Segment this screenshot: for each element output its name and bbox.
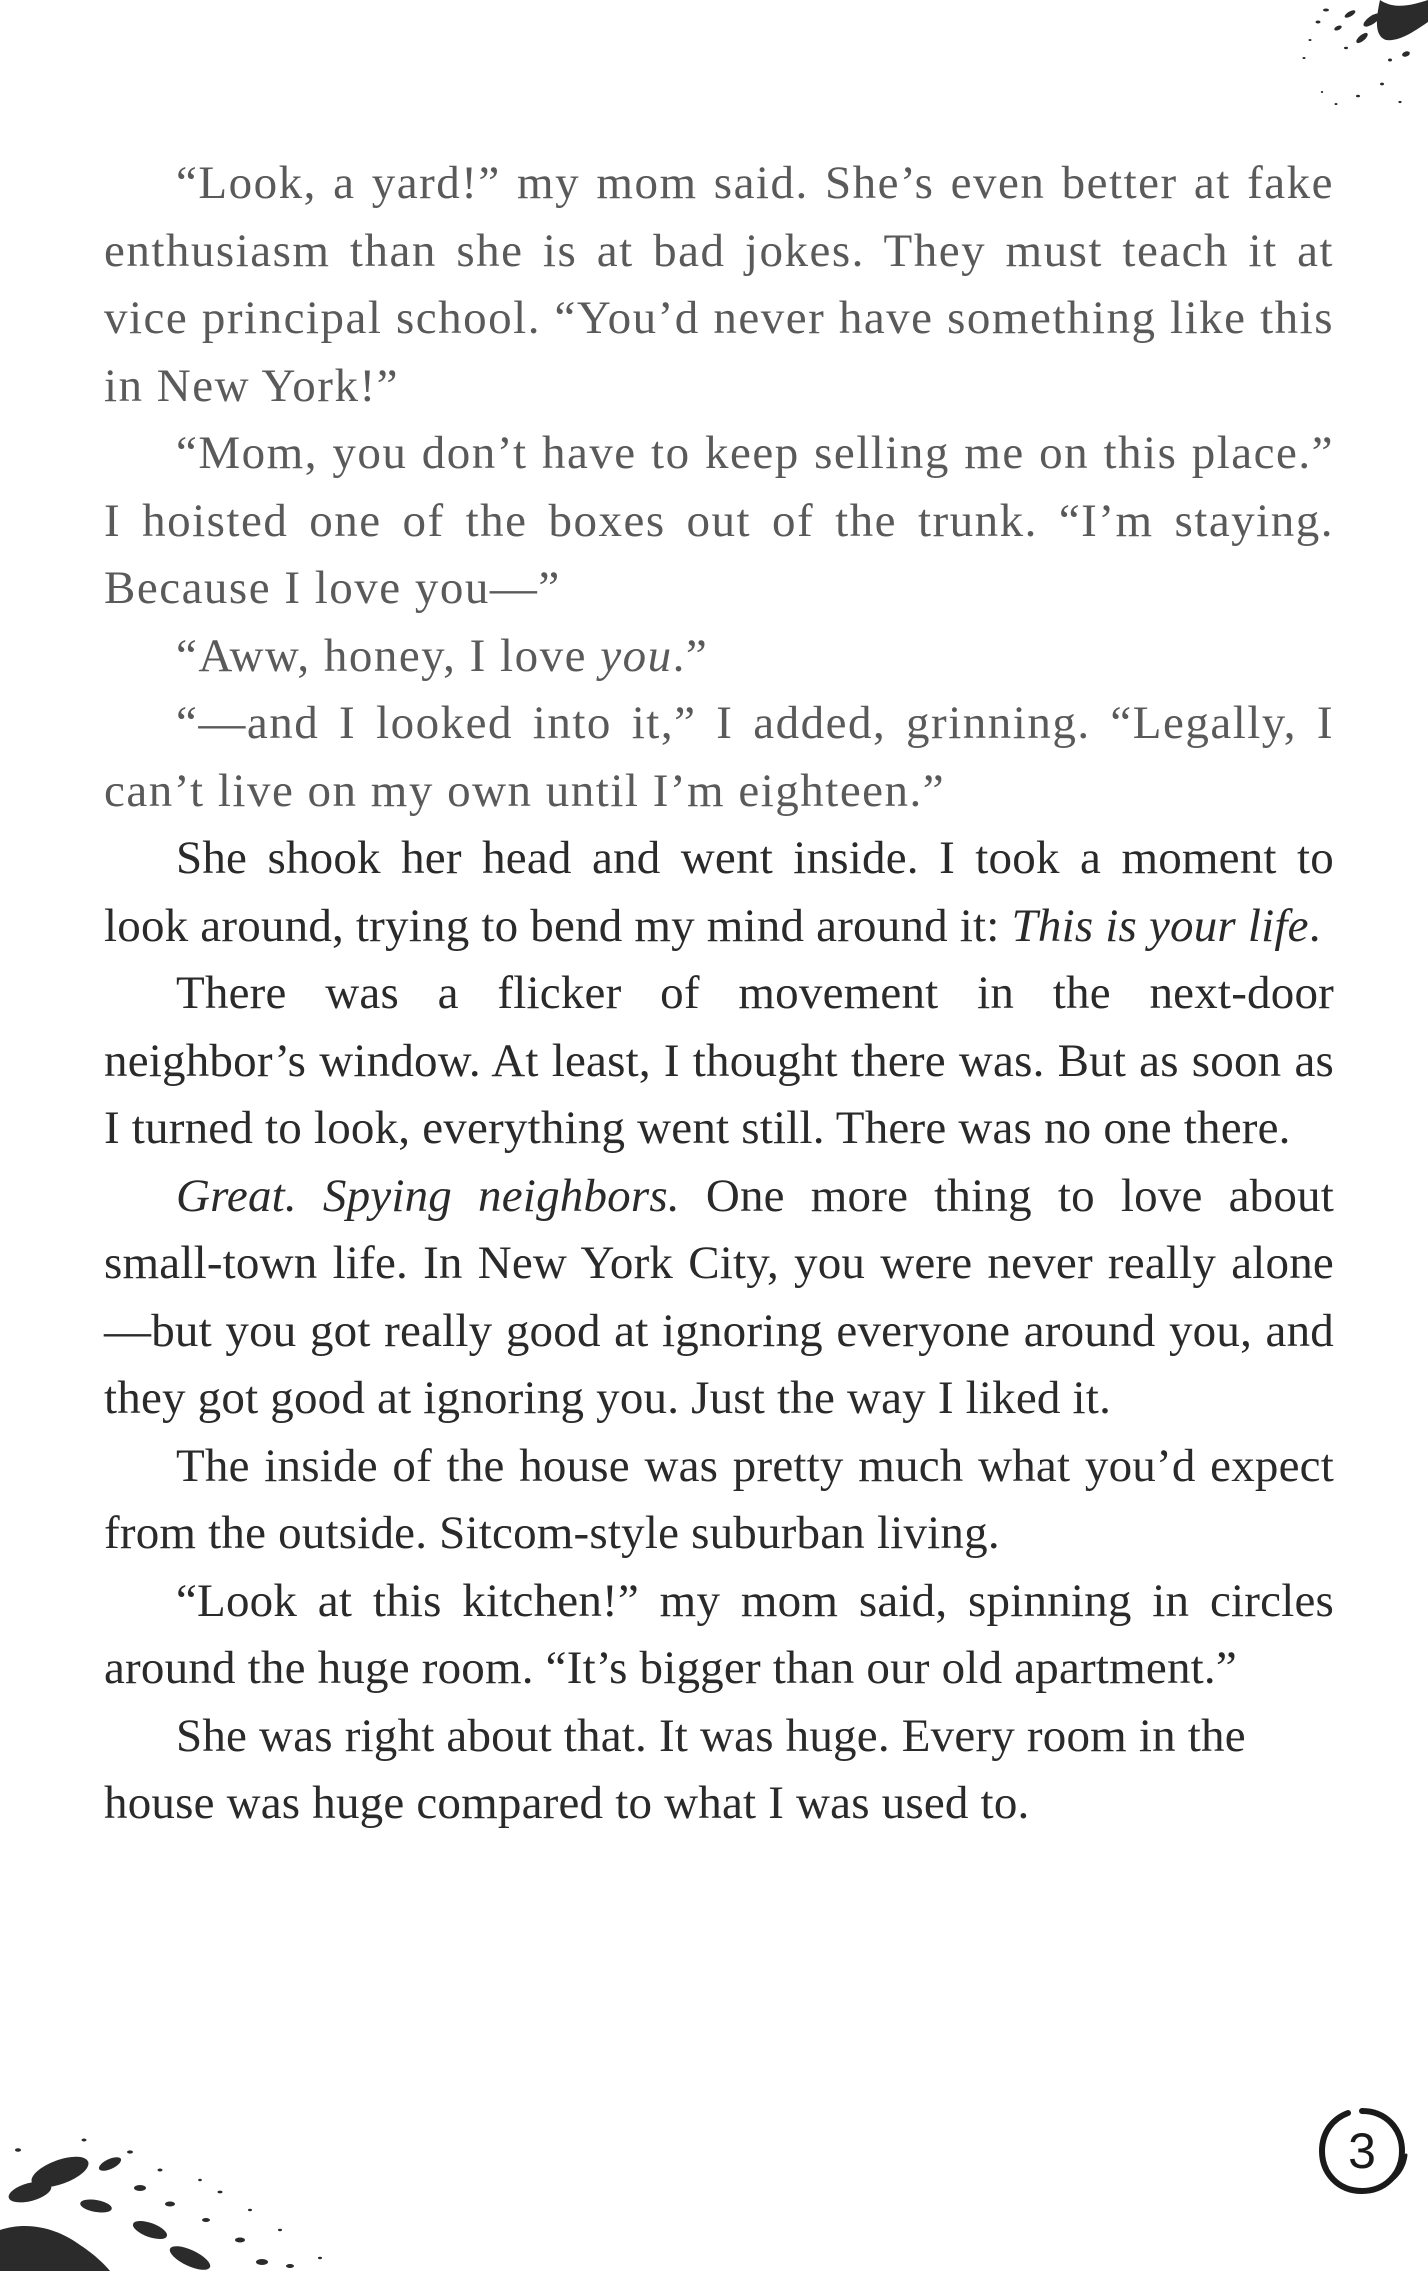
paragraph-text: “Aww, honey, I love <box>176 629 601 682</box>
paragraph-text: The inside of the house was pretty much what you’d expect from the outside. Sitcom-style suburban living. <box>104 1439 1334 1559</box>
emphasis-text: you <box>600 629 673 682</box>
paragraph <box>104 1568 1334 1703</box>
paragraph-text: . <box>1308 899 1321 952</box>
paragraph-text: There was a flicker of movement in the next-door neighbor’s window. At least, I thought there was. But as soon as I turned to look, everything went still. There was no one there. <box>104 967 1334 1154</box>
ink-splatter-bottom-left <box>0 2080 420 2271</box>
paragraph <box>104 1163 1334 1433</box>
paragraph-text: “Look at this kitchen!” my mom said, spinning in circles around the huge room. “It’s bigger than our old apartment.” <box>104 1574 1334 1694</box>
paragraph-text: .” <box>672 629 709 682</box>
paragraph-text: She was right about that. It was huge. Every room in the house was huge compared to what I was used to. <box>104 1709 1246 1829</box>
ink-splatter-top-right <box>1150 0 1428 130</box>
paragraph-text: One more thing to love about small-town life. In New York City, you were never really alone—but you got really good at ignoring everyone around you, and they got good at ignoring you. Just the way I liked it. <box>104 1169 1334 1424</box>
paragraph <box>104 1703 1334 1838</box>
paragraph <box>104 825 1334 960</box>
page-number: 3 <box>1348 2123 1376 2179</box>
paragraph <box>104 690 1334 825</box>
emphasis-text: This is your life <box>1011 899 1309 952</box>
page-number-badge <box>1314 2103 1410 2199</box>
paragraph <box>104 623 1334 691</box>
paragraph <box>104 960 1334 1163</box>
emphasis-text: Great. Spying neighbors. <box>176 1169 680 1222</box>
paragraph-text: “—and I looked into it,” I added, grinning. “Legally, I can’t live on my own until I’m eighteen.” <box>104 697 1334 817</box>
paragraph <box>104 1433 1334 1568</box>
paragraph-text: She shook her head and went inside. I took a moment to look around, trying to bend my mind around it: <box>104 832 1334 952</box>
body-text <box>104 150 1334 1838</box>
paragraph <box>104 420 1334 623</box>
paragraph <box>104 150 1334 420</box>
paragraph-text: “Mom, you don’t have to keep selling me on this place.” I hoisted one of the boxes out of the trunk. “I’m staying. Because I love you—” <box>104 427 1334 614</box>
paragraph-text: “Look, a yard!” my mom said. She’s even better at fake enthusiasm than she is at bad jokes. They must teach it at vice principal school. “You’d never have something like this in New York!” <box>104 157 1334 412</box>
